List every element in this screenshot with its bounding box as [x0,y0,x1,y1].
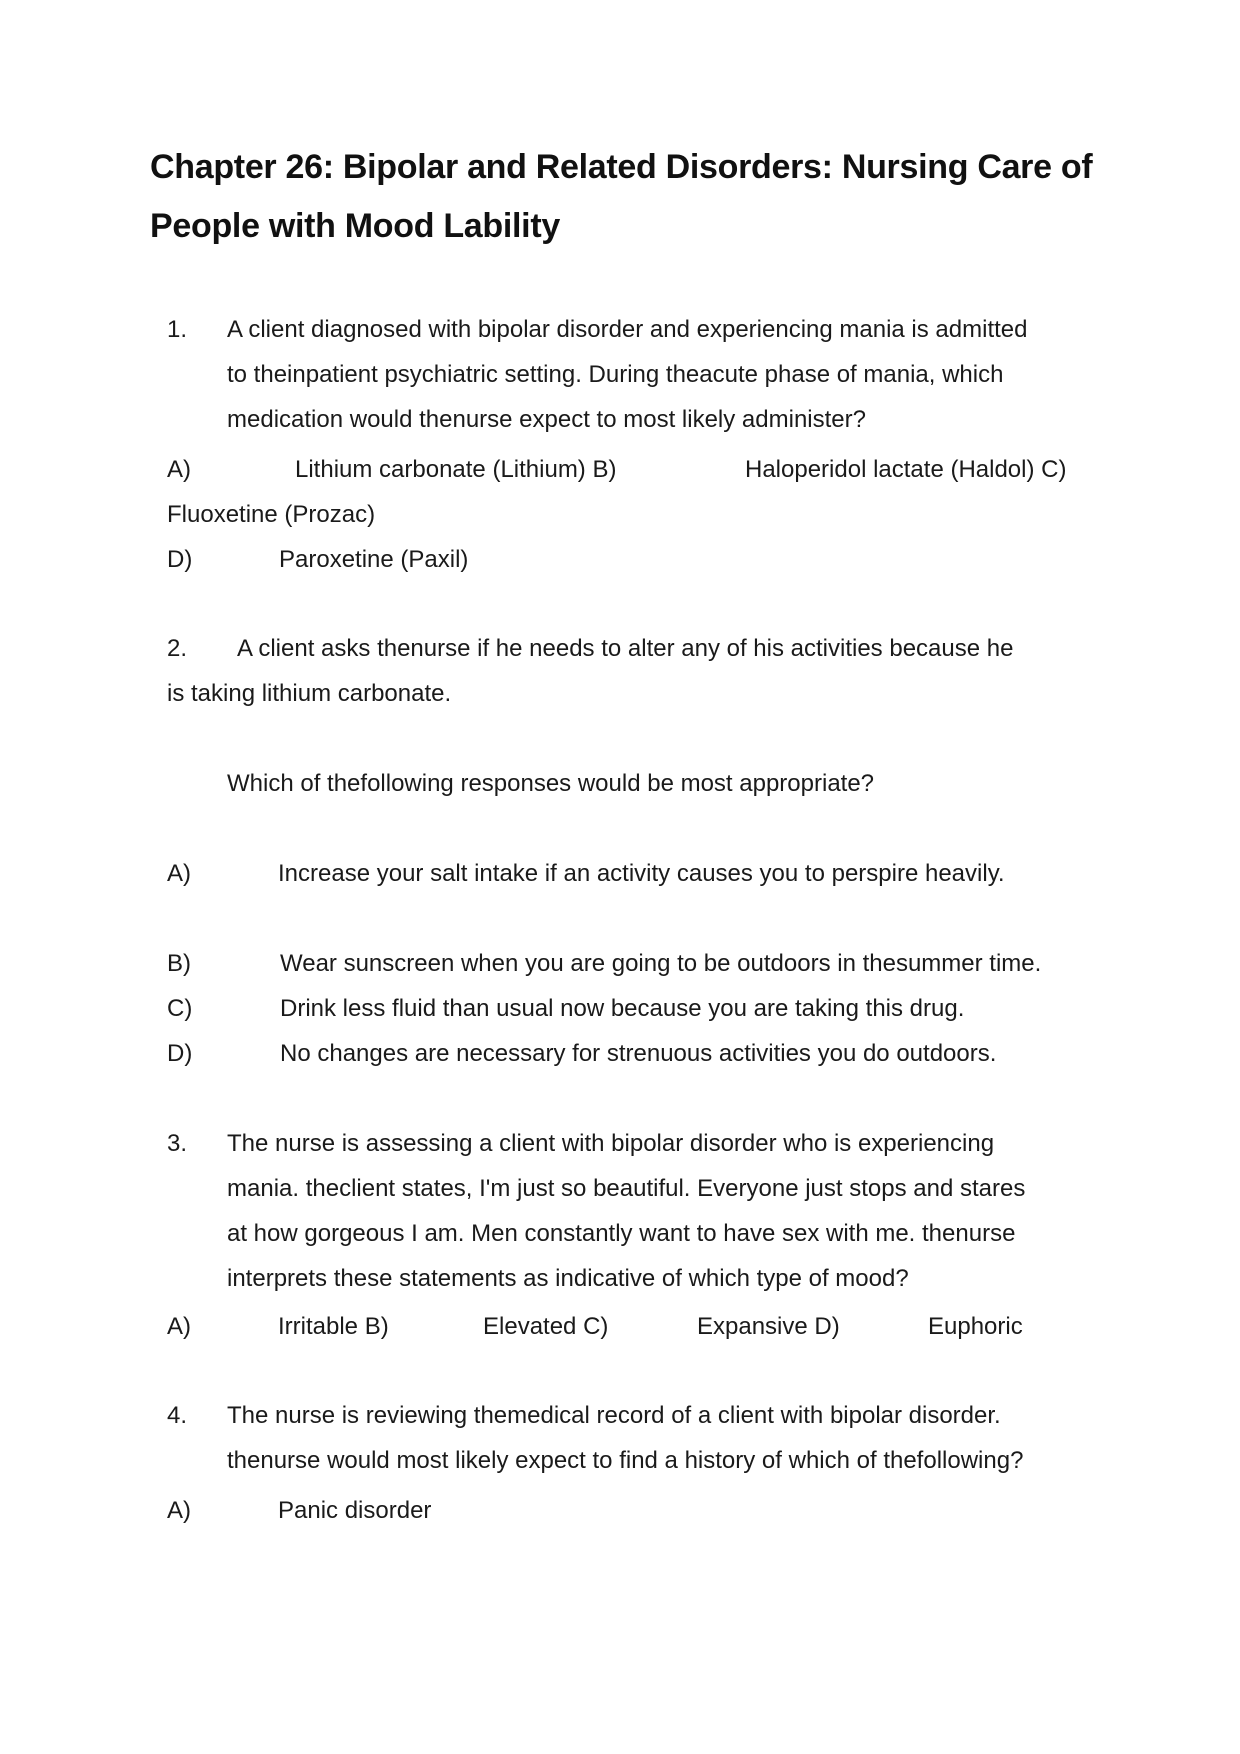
q1-option-a-text: Lithium carbonate (Lithium) B) [295,456,617,483]
q1-option-c-text: Fluoxetine (Prozac) [167,501,376,528]
q3-number: 3. [167,1130,188,1157]
chapter-title-line-2: People with Mood Lability [150,207,560,245]
q2-stem-line-1: A client asks thenurse if he needs to alter any of his activities because he [237,635,1014,662]
q2-number: 2. [167,635,188,662]
q1-stem-line-3: medication would thenurse expect to most likely administer? [227,406,866,433]
q3-stem-line-2: mania. theclient states, I'm just so beautiful. Everyone just stops and stares [227,1175,1026,1202]
q1-option-d-letter: D) [167,546,193,573]
q2-option-a-letter: A) [167,860,191,887]
q2-option-a-text: Increase your salt intake if an activity causes you to perspire heavily. [278,860,1005,887]
q1-option-d-text: Paroxetine (Paxil) [279,546,469,573]
q3-stem-line-1: The nurse is assessing a client with bipolar disorder who is experiencing [227,1130,995,1157]
q1-stem-line-2: to theinpatient psychiatric setting. During theacute phase of mania, which [227,361,1004,388]
q4-stem-line-1: The nurse is reviewing themedical record of a client with bipolar disorder. [227,1402,1001,1429]
q1-option-a-letter: A) [167,456,191,483]
q2-option-c-letter: C) [167,995,193,1022]
q2-stem-line-3: Which of thefollowing responses would be most appropriate? [227,770,875,797]
q3-option-c-text: Expansive D) [697,1313,840,1340]
q1-number: 1. [167,316,188,343]
q3-stem-line-4: interprets these statements as indicative of which type of mood? [227,1265,909,1292]
q3-option-a-text: Irritable B) [278,1313,389,1340]
q1-option-b-text: Haloperidol lactate (Haldol) C) [745,456,1067,483]
q2-option-b-letter: B) [167,950,191,977]
q4-option-a-letter: A) [167,1497,191,1524]
q2-option-c-text: Drink less fluid than usual now because you are taking this drug. [280,995,965,1022]
chapter-title-line-1: Chapter 26: Bipolar and Related Disorders: Nursing Care of [150,148,1093,186]
q3-stem-line-3: at how gorgeous I am. Men constantly want to have sex with me. thenurse [227,1220,1016,1247]
q2-stem-line-2: is taking lithium carbonate. [167,680,452,707]
q4-stem-line-2: thenurse would most likely expect to find a history of which of thefollowing? [227,1447,1024,1474]
q4-number: 4. [167,1402,188,1429]
q4-option-a-text: Panic disorder [278,1497,432,1524]
q3-option-d-text: Euphoric [928,1313,1023,1340]
q3-option-b-text: Elevated C) [483,1313,609,1340]
q2-option-d-text: No changes are necessary for strenuous activities you do outdoors. [280,1040,997,1067]
q1-stem-line-1: A client diagnosed with bipolar disorder and experiencing mania is admitted [227,316,1028,343]
q3-option-a-letter: A) [167,1313,191,1340]
q2-option-d-letter: D) [167,1040,193,1067]
q2-option-b-text: Wear sunscreen when you are going to be outdoors in thesummer time. [280,950,1042,977]
